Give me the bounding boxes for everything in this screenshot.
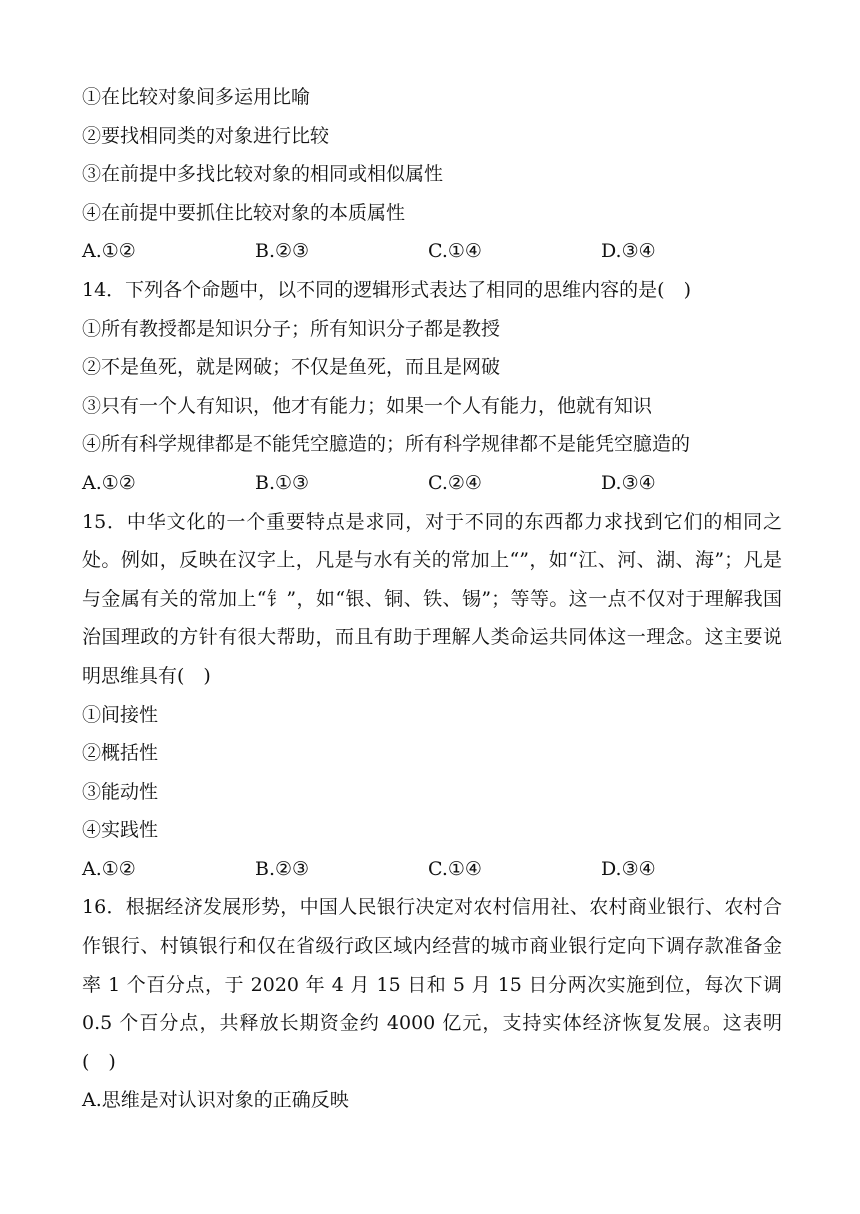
question-14-items bbox=[82, 310, 782, 464]
question-16-stem: 16．根据经济发展形势，中国人民银行决定对农村信用社、农村商业银行、农村合作银行、村镇银行和仅在省级行政区域内经营的城市商业银行定向下调存款准备金率 1 个百分点，于 2020 年 4 月 15 日和 5 月 15 日分两次实施到位，每次下调 0.5 个百分点，共释放长期资金约 4000 亿元，支持实体经济恢复发展。这表明( ) bbox=[82, 896, 782, 1073]
statement-item: ①在比较对象间多运用比喻 bbox=[82, 86, 311, 108]
statement-item: ①所有教授都是知识分子；所有知识分子都是教授 bbox=[82, 317, 501, 340]
option-d: D.③④ bbox=[601, 240, 656, 263]
statement-item: ③在前提中多找比较对象的相同或相似属性 bbox=[82, 163, 444, 186]
question-15-stem: 15．中华文化的一个重要特点是求同，对于不同的东西都力求找到它们的相同之处。例如，反映在汉字上，凡是与水有关的常加上“”，如“江、河、湖、海”；凡是与金属有关的常加上“钅”，如“银、铜、铁、锡”；等等。这一点不仅对于理解我国治国理政的方针有很大帮助，而且有助于理解人类命运共同体这一理念。这主要说明思维具有( ) bbox=[82, 510, 782, 687]
option-a: A.思维是对认识对象的正确反映 bbox=[82, 1089, 349, 1112]
option-b: B.②③ bbox=[255, 240, 310, 263]
statement-item: ③只有一个人有知识，他才有能力；如果一个人有能力，他就有知识 bbox=[82, 394, 653, 417]
statement-item: ②不是鱼死，就是网破；不仅是鱼死，而且是网破 bbox=[82, 356, 501, 379]
option-b: B.②③ bbox=[255, 857, 310, 880]
statement-item: ②概括性 bbox=[82, 742, 159, 765]
question-13-options bbox=[82, 232, 782, 271]
document-page bbox=[82, 78, 782, 1120]
option-a: A.①② bbox=[82, 240, 136, 263]
statement-item: ④所有科学规律都是不能凭空臆造的；所有科学规律都不是能凭空臆造的 bbox=[82, 433, 691, 456]
option-d: D.③④ bbox=[601, 471, 656, 494]
statement-item: ④实践性 bbox=[82, 819, 159, 842]
question-15-options bbox=[82, 850, 782, 889]
option-a: A.①② bbox=[82, 857, 136, 880]
option-b: B.①③ bbox=[255, 471, 310, 494]
statement-item: ③能动性 bbox=[82, 780, 159, 803]
question-14-stem: 14．下列各个命题中，以不同的逻辑形式表达了相同的思维内容的是( ) bbox=[82, 278, 692, 301]
option-c: C.①④ bbox=[428, 857, 482, 880]
option-c: C.②④ bbox=[428, 471, 482, 494]
statement-item: ④在前提中要抓住比较对象的本质属性 bbox=[82, 201, 406, 224]
option-d: D.③④ bbox=[601, 857, 656, 880]
question-13-items bbox=[82, 78, 782, 232]
statement-item: ①间接性 bbox=[82, 703, 159, 726]
option-a: A.①② bbox=[82, 471, 136, 494]
question-14-options bbox=[82, 464, 782, 503]
statement-item: ②要找相同类的对象进行比较 bbox=[82, 124, 330, 147]
option-c: C.①④ bbox=[428, 240, 482, 263]
question-15-items bbox=[82, 696, 782, 850]
